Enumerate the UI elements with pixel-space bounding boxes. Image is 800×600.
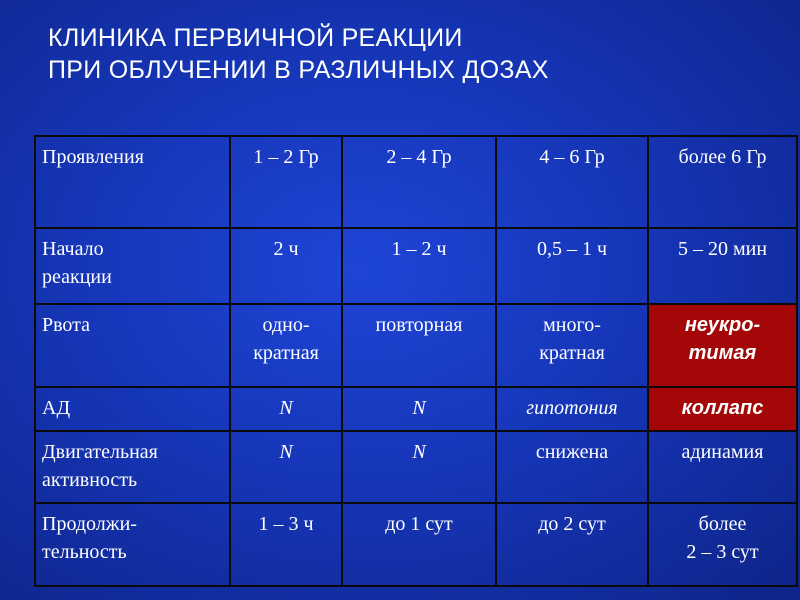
slide-title-line-1: КЛИНИКА ПЕРВИЧНОЙ РЕАКЦИИ <box>48 24 463 52</box>
table-cell: N <box>342 387 496 431</box>
row-label-motor-activity: Двигательная активность <box>35 431 230 503</box>
table-cell: N <box>230 431 342 503</box>
table-cell: до 1 сут <box>342 503 496 586</box>
table-cell: 5 – 20 мин <box>648 228 797 304</box>
table-cell: гипотония <box>496 387 648 431</box>
table-row-vomiting <box>35 304 797 387</box>
table-cell: адинамия <box>648 431 797 503</box>
header-cell-dose-over-6: более 6 Гр <box>648 136 797 228</box>
table-cell: N <box>230 387 342 431</box>
table-row-onset <box>35 228 797 304</box>
header-cell-dose-4-6: 4 – 6 Гр <box>496 136 648 228</box>
table-row-blood-pressure <box>35 387 797 431</box>
row-label-blood-pressure: АД <box>35 387 230 431</box>
table-cell: много- кратная <box>496 304 648 387</box>
row-label-vomiting: Рвота <box>35 304 230 387</box>
table-cell: N <box>342 431 496 503</box>
table-cell-highlight: неукро- тимая <box>648 304 797 387</box>
dose-reaction-table <box>34 135 798 587</box>
table-cell-highlight: коллапс <box>648 387 797 431</box>
header-cell-dose-2-4: 2 – 4 Гр <box>342 136 496 228</box>
table-header-row <box>35 136 797 228</box>
header-cell-dose-1-2: 1 – 2 Гр <box>230 136 342 228</box>
table-cell: более 2 – 3 сут <box>648 503 797 586</box>
table-row-duration <box>35 503 797 586</box>
table-cell: 2 ч <box>230 228 342 304</box>
table-cell: 1 – 2 ч <box>342 228 496 304</box>
table-cell: 1 – 3 ч <box>230 503 342 586</box>
table-cell: одно- кратная <box>230 304 342 387</box>
table-cell: снижена <box>496 431 648 503</box>
table-cell: до 2 сут <box>496 503 648 586</box>
slide-title-line-2: ПРИ ОБЛУЧЕНИИ В РАЗЛИЧНЫХ ДОЗАХ <box>48 56 549 84</box>
table-cell: 0,5 – 1 ч <box>496 228 648 304</box>
table-row-motor-activity <box>35 431 797 503</box>
table-cell: повторная <box>342 304 496 387</box>
row-label-duration: Продолжи- тельность <box>35 503 230 586</box>
row-label-onset: Начало реакции <box>35 228 230 304</box>
header-cell-manifestations: Проявления <box>35 136 230 228</box>
slide-title <box>48 22 549 86</box>
